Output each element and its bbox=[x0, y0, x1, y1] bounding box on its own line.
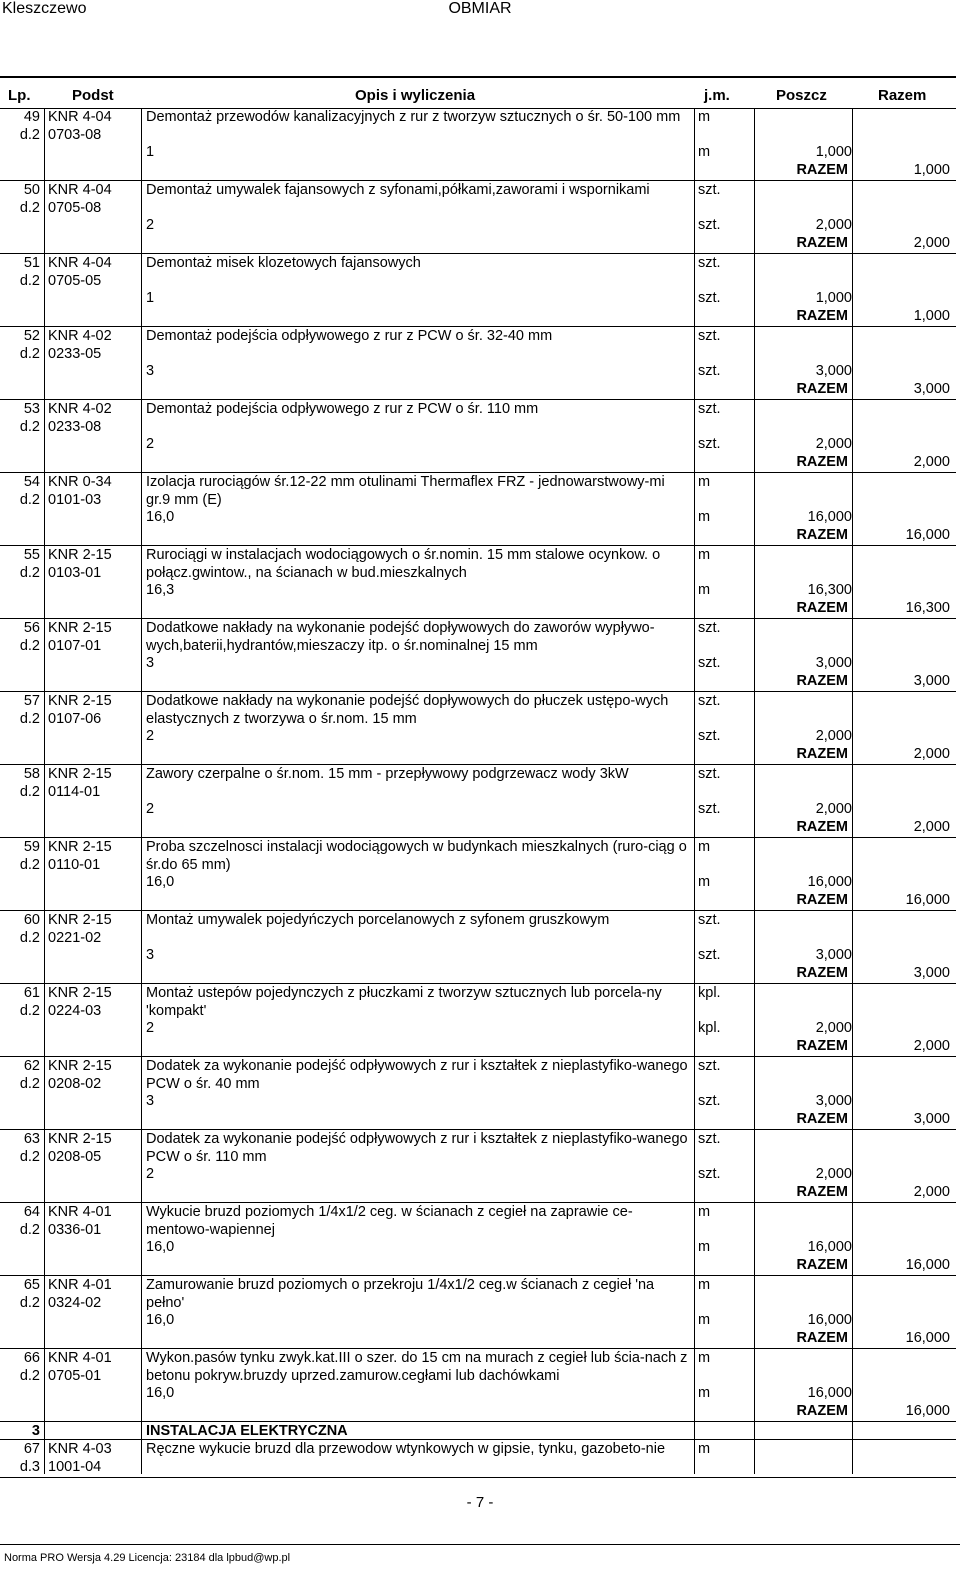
norm-code-detail: 0110-01 bbox=[48, 857, 101, 873]
table-row bbox=[0, 1203, 956, 1276]
table-row bbox=[0, 1057, 956, 1130]
partial-quantity: 16,000 bbox=[807, 1312, 852, 1328]
work-description: Demontaż podejścia odpływowego z rur z PCW o śr. 110 mm bbox=[146, 401, 539, 417]
razem-label: RAZEM bbox=[796, 235, 848, 251]
razem-label: RAZEM bbox=[796, 1184, 848, 1200]
work-description: Demontaż umywalek fajansowych z syfonami,półkami,zaworami i wspornikami bbox=[146, 182, 650, 198]
row-number-section: d.2 bbox=[19, 127, 40, 143]
col-lp: Lp. bbox=[8, 87, 31, 104]
partial-quantity: 2,000 bbox=[815, 728, 852, 744]
calc-unit: m bbox=[698, 582, 711, 598]
row-number-section: d.2 bbox=[19, 857, 40, 873]
table-row bbox=[0, 327, 956, 400]
calc-unit: szt. bbox=[698, 728, 721, 744]
partial-quantity: 16,000 bbox=[807, 1385, 852, 1401]
unit: szt. bbox=[698, 620, 721, 636]
unit: szt. bbox=[698, 912, 721, 928]
calc-value: 16,0 bbox=[146, 509, 175, 525]
razem-value: 2,000 bbox=[913, 1038, 950, 1054]
row-number: 67 bbox=[23, 1441, 40, 1457]
work-description: Montaż umywalek pojedyńczych porcelanowych z syfonem gruszkowym bbox=[146, 912, 610, 928]
norm-code-detail: 0107-06 bbox=[48, 711, 102, 727]
calc-value: 2 bbox=[146, 436, 155, 452]
razem-value: 2,000 bbox=[913, 235, 950, 251]
calc-unit: m bbox=[698, 1312, 711, 1328]
razem-label: RAZEM bbox=[796, 308, 848, 324]
calc-unit: szt. bbox=[698, 363, 721, 379]
table-row bbox=[0, 765, 956, 838]
partial-quantity: 2,000 bbox=[815, 217, 852, 233]
norm-code: KNR 2-15 bbox=[48, 1058, 112, 1074]
row-number: 61 bbox=[23, 985, 40, 1001]
norm-code: KNR 4-01 bbox=[48, 1277, 112, 1293]
norm-code-detail: 0224-03 bbox=[48, 1003, 102, 1019]
header-title: OBMIAR bbox=[448, 0, 512, 17]
calc-unit: szt. bbox=[698, 1093, 721, 1109]
unit: szt. bbox=[698, 401, 721, 417]
row-number-section: d.2 bbox=[19, 1222, 40, 1238]
razem-value: 3,000 bbox=[913, 381, 950, 397]
razem-label: RAZEM bbox=[796, 965, 848, 981]
razem-value: 3,000 bbox=[913, 673, 950, 689]
norm-code-detail: 0208-02 bbox=[48, 1076, 102, 1092]
unit: m bbox=[698, 1441, 711, 1457]
calc-value: 3 bbox=[146, 363, 155, 379]
work-description: Demontaż przewodów kanalizacyjnych z rur z tworzyw sztucznych o śr. 50-100 mm bbox=[146, 109, 681, 125]
norm-code-detail: 0705-05 bbox=[48, 273, 102, 289]
table-row bbox=[0, 400, 956, 473]
row-number-section: d.2 bbox=[19, 419, 40, 435]
norm-code-detail: 0705-08 bbox=[48, 200, 102, 216]
work-description: Zawory czerpalne o śr.nom. 15 mm - przepływowy podgrzewacz wody 3kW bbox=[146, 766, 629, 782]
partial-quantity: 3,000 bbox=[815, 947, 852, 963]
partial-quantity: 3,000 bbox=[815, 1093, 852, 1109]
partial-quantity: 16,300 bbox=[807, 582, 852, 598]
footer-license: Norma PRO Wersja 4.29 Licencja: 23184 dla lpbud@wp.pl bbox=[4, 1552, 291, 1564]
row-number: 64 bbox=[23, 1204, 40, 1220]
work-description: Demontaż podejścia odpływowego z rur z PCW o śr. 32-40 mm bbox=[146, 328, 553, 344]
norm-code-detail: 0705-01 bbox=[48, 1368, 102, 1384]
row-number-section: d.2 bbox=[19, 1295, 40, 1311]
razem-label: RAZEM bbox=[796, 527, 848, 543]
row-number: 58 bbox=[23, 766, 40, 782]
razem-value: 16,000 bbox=[905, 892, 950, 908]
unit: szt. bbox=[698, 182, 721, 198]
table-row bbox=[0, 1130, 956, 1203]
calc-unit: kpl. bbox=[698, 1020, 721, 1036]
unit: szt. bbox=[698, 1058, 721, 1074]
row-number: 50 bbox=[23, 182, 40, 198]
razem-value: 1,000 bbox=[913, 308, 950, 324]
calc-value: 16,3 bbox=[146, 582, 175, 598]
norm-code: KNR 2-15 bbox=[48, 839, 112, 855]
razem-label: RAZEM bbox=[796, 600, 848, 616]
work-description: Wykon.pasów tynku zwyk.kat.III o szer. do 15 cm na murach z cegieł lub ścia-nach z betonu pokryw.bruzdy uprzed.zamurow.cegłami lub dachówkami bbox=[146, 1350, 688, 1384]
calc-unit: szt. bbox=[698, 655, 721, 671]
row-number: 57 bbox=[23, 693, 40, 709]
norm-code-detail: 0208-05 bbox=[48, 1149, 102, 1165]
razem-label: RAZEM bbox=[796, 162, 848, 178]
calc-value: 2 bbox=[146, 1166, 155, 1182]
unit: m bbox=[698, 1350, 711, 1366]
row-number-section: d.2 bbox=[19, 1149, 40, 1165]
razem-label: RAZEM bbox=[796, 454, 848, 470]
calc-unit: szt. bbox=[698, 947, 721, 963]
calc-value: 1 bbox=[146, 144, 155, 160]
razem-value: 3,000 bbox=[913, 965, 950, 981]
page-number: - 7 - bbox=[466, 1494, 494, 1511]
partial-quantity: 3,000 bbox=[815, 363, 852, 379]
col-podst: Podst bbox=[72, 87, 114, 104]
partial-quantity: 3,000 bbox=[815, 655, 852, 671]
row-number-section: d.2 bbox=[19, 492, 40, 508]
table-row bbox=[0, 1276, 956, 1349]
norm-code-detail: 0114-01 bbox=[48, 784, 101, 800]
calc-unit: m bbox=[698, 144, 711, 160]
unit: m bbox=[698, 474, 711, 490]
norm-code: KNR 4-04 bbox=[48, 182, 112, 198]
norm-code-detail: 0103-01 bbox=[48, 565, 102, 581]
section-header bbox=[0, 1422, 956, 1440]
norm-code-detail: 0221-02 bbox=[48, 930, 102, 946]
row-number-section: d.2 bbox=[19, 273, 40, 289]
section-number: 3 bbox=[31, 1423, 40, 1439]
work-description: Dodatek za wykonanie podejść odpływowych z rur i kształtek z nieplastyfiko-wanego PCW o śr. 40 mm bbox=[146, 1058, 688, 1092]
partial-quantity: 2,000 bbox=[815, 1166, 852, 1182]
razem-label: RAZEM bbox=[796, 673, 848, 689]
calc-unit: m bbox=[698, 509, 711, 525]
row-number: 49 bbox=[23, 109, 40, 125]
norm-code: KNR 4-04 bbox=[48, 255, 112, 271]
razem-value: 2,000 bbox=[913, 1184, 950, 1200]
table-row bbox=[0, 619, 956, 692]
norm-code: KNR 4-02 bbox=[48, 328, 112, 344]
row-number-section: d.2 bbox=[19, 1368, 40, 1384]
norm-code-detail: 0101-03 bbox=[48, 492, 102, 508]
col-opis: Opis i wyliczenia bbox=[355, 87, 476, 104]
row-number: 62 bbox=[23, 1058, 40, 1074]
row-number-section: d.2 bbox=[19, 711, 40, 727]
row-number: 66 bbox=[23, 1350, 40, 1366]
unit: m bbox=[698, 1277, 711, 1293]
norm-code-detail: 0324-02 bbox=[48, 1295, 102, 1311]
table-row bbox=[0, 473, 956, 546]
section-title: INSTALACJA ELEKTRYCZNA bbox=[146, 1423, 348, 1439]
row-number: 63 bbox=[23, 1131, 40, 1147]
razem-value: 2,000 bbox=[913, 819, 950, 835]
calc-unit: m bbox=[698, 1239, 711, 1255]
calc-value: 3 bbox=[146, 947, 155, 963]
razem-label: RAZEM bbox=[796, 1403, 848, 1419]
norm-code: KNR 4-01 bbox=[48, 1204, 112, 1220]
work-description: Demontaż misek klozetowych fajansowych bbox=[146, 255, 421, 271]
norm-code-detail: 0703-08 bbox=[48, 127, 102, 143]
calc-unit: szt. bbox=[698, 1166, 721, 1182]
razem-label: RAZEM bbox=[796, 1257, 848, 1273]
table-row bbox=[0, 911, 956, 984]
work-description: Zamurowanie bruzd poziomych o przekroju 1/4x1/2 ceg.w ścianach z cegieł 'na pełno' bbox=[146, 1277, 655, 1311]
norm-code: KNR 2-15 bbox=[48, 547, 112, 563]
row-number: 53 bbox=[23, 401, 40, 417]
header-left: Kleszczewo bbox=[2, 0, 87, 17]
work-description: Dodatkowe nakłady na wykonanie podejść dopływowych do zaworów wypływo-wych,baterii,hydrantów,mieszaczy itp. o śr.nominalnej 15 mm bbox=[146, 620, 655, 654]
work-description: Izolacja rurociągów śr.12-22 mm otulinami Thermaflex FRZ - jednowarstwowy-mi gr.9 mm (E) bbox=[146, 474, 665, 508]
calc-value: 3 bbox=[146, 1093, 155, 1109]
partial-quantity: 2,000 bbox=[815, 801, 852, 817]
calc-unit: szt. bbox=[698, 436, 721, 452]
calc-value: 2 bbox=[146, 217, 155, 233]
row-number: 56 bbox=[23, 620, 40, 636]
unit: szt. bbox=[698, 766, 721, 782]
row-number: 54 bbox=[23, 474, 40, 490]
unit: kpl. bbox=[698, 985, 721, 1001]
razem-value: 16,000 bbox=[905, 1403, 950, 1419]
partial-quantity: 2,000 bbox=[815, 1020, 852, 1036]
calc-value: 16,0 bbox=[146, 1239, 175, 1255]
razem-value: 2,000 bbox=[913, 746, 950, 762]
norm-code: KNR 4-02 bbox=[48, 401, 112, 417]
calc-unit: m bbox=[698, 1385, 711, 1401]
calc-value: 16,0 bbox=[146, 1312, 175, 1328]
razem-value: 16,000 bbox=[905, 1257, 950, 1273]
norm-code: KNR 2-15 bbox=[48, 620, 112, 636]
razem-label: RAZEM bbox=[796, 746, 848, 762]
razem-value: 2,000 bbox=[913, 454, 950, 470]
partial-quantity: 16,000 bbox=[807, 874, 852, 890]
razem-label: RAZEM bbox=[796, 819, 848, 835]
calc-value: 2 bbox=[146, 801, 155, 817]
row-number: 65 bbox=[23, 1277, 40, 1293]
razem-label: RAZEM bbox=[796, 1038, 848, 1054]
row-number: 60 bbox=[23, 912, 40, 928]
row-number: 59 bbox=[23, 839, 40, 855]
calc-value: 16,0 bbox=[146, 874, 175, 890]
norm-code-detail: 0336-01 bbox=[48, 1222, 102, 1238]
table-row bbox=[0, 546, 956, 619]
norm-code: KNR 2-15 bbox=[48, 693, 112, 709]
partial-quantity: 2,000 bbox=[815, 436, 852, 452]
row-number-section: d.2 bbox=[19, 784, 40, 800]
razem-label: RAZEM bbox=[796, 381, 848, 397]
row-number-section: d.2 bbox=[19, 565, 40, 581]
norm-code: KNR 2-15 bbox=[48, 985, 112, 1001]
work-description: Dodatek za wykonanie podejść odpływowych z rur i kształtek z nieplastyfiko-wanego PCW o śr. 110 mm bbox=[146, 1131, 688, 1165]
table-row bbox=[0, 838, 956, 911]
row-number-section: d.2 bbox=[19, 346, 40, 362]
row-number-section: d.2 bbox=[19, 930, 40, 946]
razem-label: RAZEM bbox=[796, 1330, 848, 1346]
table-row bbox=[0, 108, 956, 181]
unit: szt. bbox=[698, 693, 721, 709]
norm-code: KNR 4-01 bbox=[48, 1350, 112, 1366]
table-row bbox=[0, 692, 956, 765]
norm-code: KNR 4-03 bbox=[48, 1441, 112, 1457]
norm-code-detail: 0107-01 bbox=[48, 638, 102, 654]
unit: szt. bbox=[698, 328, 721, 344]
row-number-section: d.3 bbox=[19, 1459, 40, 1475]
calc-value: 2 bbox=[146, 1020, 155, 1036]
row-number: 52 bbox=[23, 328, 40, 344]
table-header bbox=[0, 76, 956, 110]
norm-code: KNR 2-15 bbox=[48, 1131, 112, 1147]
work-description: Dodatkowe nakłady na wykonanie podejść dopływowych do płuczek ustępo-wych elastycznych z tworzywa o śr.nom. 15 mm bbox=[146, 693, 669, 727]
work-description: Ręczne wykucie bruzd dla przewodow wtynkowych w gipsie, tynku, gazobeto-nie bbox=[146, 1441, 666, 1457]
norm-code-detail: 0233-05 bbox=[48, 346, 102, 362]
unit: m bbox=[698, 839, 711, 855]
razem-value: 3,000 bbox=[913, 1111, 950, 1127]
table-row bbox=[0, 254, 956, 327]
unit: m bbox=[698, 1204, 711, 1220]
razem-value: 1,000 bbox=[913, 162, 950, 178]
footer-rule bbox=[0, 1544, 960, 1545]
work-description: Montaż ustepów pojedynczych z płuczkami z tworzyw sztucznych lub porcela-ny 'kompakt' bbox=[146, 985, 662, 1019]
razem-label: RAZEM bbox=[796, 892, 848, 908]
col-razem: Razem bbox=[878, 87, 927, 104]
col-poszcz: Poszcz bbox=[776, 87, 827, 104]
calc-value: 3 bbox=[146, 655, 155, 671]
razem-value: 16,000 bbox=[905, 1330, 950, 1346]
partial-quantity: 16,000 bbox=[807, 1239, 852, 1255]
unit: m bbox=[698, 109, 711, 125]
norm-code-detail: 1001-04 bbox=[48, 1459, 102, 1475]
calc-unit: szt. bbox=[698, 290, 721, 306]
norm-code: KNR 2-15 bbox=[48, 766, 112, 782]
col-jm: j.m. bbox=[704, 87, 730, 104]
razem-value: 16,300 bbox=[905, 600, 950, 616]
unit: m bbox=[698, 547, 711, 563]
calc-value: 2 bbox=[146, 728, 155, 744]
calc-value: 16,0 bbox=[146, 1385, 175, 1401]
table-row bbox=[0, 181, 956, 254]
table-row bbox=[0, 1440, 956, 1478]
row-number-section: d.2 bbox=[19, 200, 40, 216]
work-description: Wykucie bruzd poziomych 1/4x1/2 ceg. w ścianach z cegieł na zaprawie ce-mentowo-wapiennej bbox=[146, 1204, 633, 1238]
unit: szt. bbox=[698, 255, 721, 271]
table-body bbox=[0, 108, 956, 1478]
razem-value: 16,000 bbox=[905, 527, 950, 543]
calc-unit: m bbox=[698, 874, 711, 890]
row-number: 55 bbox=[23, 547, 40, 563]
partial-quantity: 1,000 bbox=[815, 290, 852, 306]
norm-code: KNR 4-04 bbox=[48, 109, 112, 125]
table-row bbox=[0, 984, 956, 1057]
razem-label: RAZEM bbox=[796, 1111, 848, 1127]
norm-code: KNR 0-34 bbox=[48, 474, 112, 490]
norm-code: KNR 2-15 bbox=[48, 912, 112, 928]
work-description: Rurociągi w instalacjach wodociągowych o śr.nomin. 15 mm stalowe ocynkow. o połącz.gwintow., na ścianach w bud.mieszkalnych bbox=[146, 547, 661, 581]
norm-code-detail: 0233-08 bbox=[48, 419, 102, 435]
unit: szt. bbox=[698, 1131, 721, 1147]
partial-quantity: 1,000 bbox=[815, 144, 852, 160]
table-row bbox=[0, 1349, 956, 1422]
row-number-section: d.2 bbox=[19, 1076, 40, 1092]
partial-quantity: 16,000 bbox=[807, 509, 852, 525]
calc-unit: szt. bbox=[698, 801, 721, 817]
row-number: 51 bbox=[23, 255, 40, 271]
calc-unit: szt. bbox=[698, 217, 721, 233]
row-number-section: d.2 bbox=[19, 1003, 40, 1019]
row-number-section: d.2 bbox=[19, 638, 40, 654]
calc-value: 1 bbox=[146, 290, 155, 306]
work-description: Proba szczelnosci instalacji wodociągowych w budynkach mieszkalnych (ruro-ciąg o śr.do 65 mm) bbox=[146, 839, 687, 873]
